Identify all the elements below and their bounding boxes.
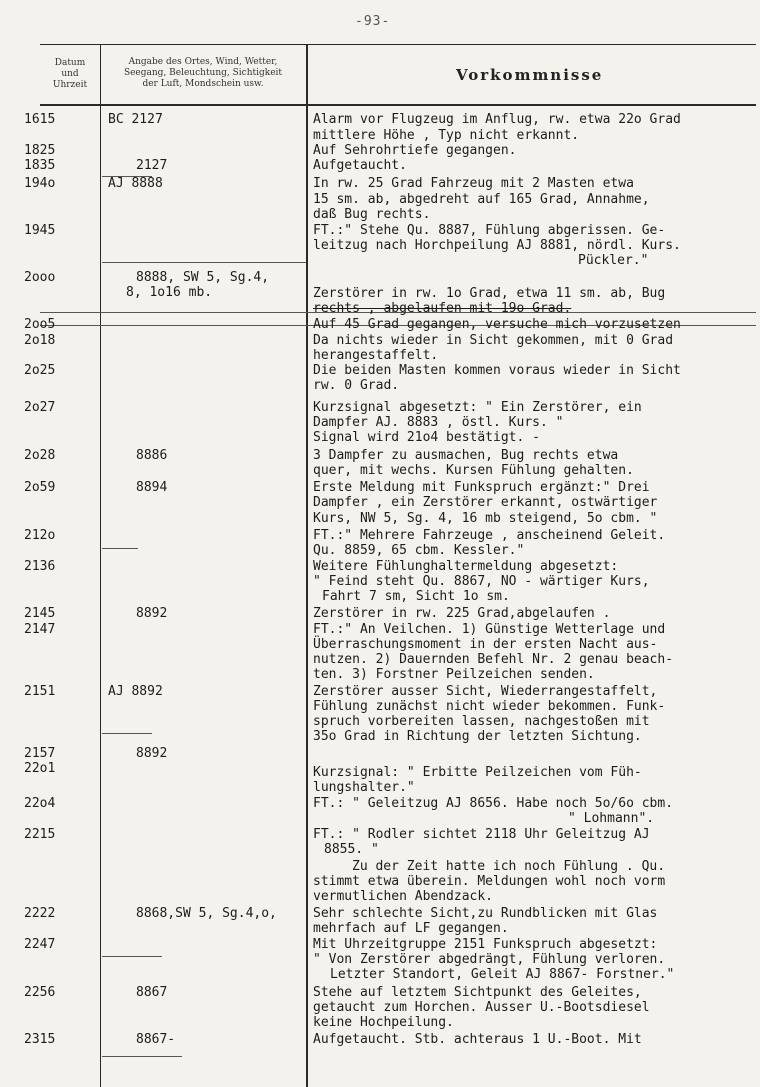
entry-text: Fahrt 7 sm, Sicht 1o sm. — [322, 589, 510, 604]
entry-position: AJ 8888 — [108, 176, 163, 191]
entry-text: " Lohmann". — [568, 811, 655, 826]
entry-time: 2o28 — [24, 448, 56, 463]
header-top-rule — [40, 44, 756, 45]
entry-time: 2215 — [24, 827, 56, 842]
entry-position: 8892 — [136, 746, 168, 761]
entry-text: Fühlung zunächst nicht wieder bekommen. Funk- — [313, 699, 666, 714]
entry-text: Überraschungsmoment in der ersten Nacht aus- — [313, 637, 658, 652]
row-separator — [102, 733, 152, 734]
entry-time: 22o4 — [24, 796, 56, 811]
entry-text: mehrfach auf LF gegangen. — [313, 921, 509, 936]
entry-text: Letzter Standort, Geleit AJ 8867- Forstner." — [330, 967, 675, 982]
entry-position: BC 2127 — [108, 112, 163, 127]
entry-text: 15 sm. ab, abgedreht auf 165 Grad, Annahme, — [313, 192, 650, 207]
entry-text: getaucht zum Horchen. Ausser U.-Bootsdiesel — [313, 1000, 650, 1015]
entry-position: 8, 1o16 mb. — [126, 285, 213, 300]
entry-time: 2136 — [24, 559, 56, 574]
entry-time: 2145 — [24, 606, 56, 621]
entry-position: 8894 — [136, 480, 168, 495]
entry-text: Die beiden Masten kommen voraus wieder in Sicht — [313, 363, 681, 378]
entry-position: AJ 8892 — [108, 684, 163, 699]
entry-text: Weitere Fühlunghaltermeldung abgesetzt: — [313, 559, 619, 574]
entry-text: Erste Meldung mit Funkspruch ergänzt:" Drei — [313, 480, 650, 495]
entry-text: Auf Sehrohrtiefe gegangen. — [313, 143, 517, 158]
entry-time: 1615 — [24, 112, 56, 127]
entry-text: " Von Zerstörer abgedrängt, Fühlung verloren. — [313, 952, 666, 967]
entry-time: 2o25 — [24, 363, 56, 378]
entry-text: Kurzsignal: " Erbitte Peilzeichen vom Füh- — [313, 765, 642, 780]
entry-text: FT.:" An Veilchen. 1) Günstige Wetterlage und — [313, 622, 666, 637]
entry-text: quer, mit wechs. Kursen Fühlung gehalten. — [313, 463, 634, 478]
entry-text: Aufgetaucht. — [313, 158, 407, 173]
entry-text: " Feind steht Qu. 8867, NO - wärtiger Kurs, — [313, 574, 650, 589]
header-position-weather — [102, 57, 304, 90]
entry-text: FT.: " Geleitzug AJ 8656. Habe noch 5o/6o cbm. — [313, 796, 674, 811]
entry-text: stimmt etwa überein. Meldungen wohl noch vorm — [313, 874, 666, 889]
entry-text: daß Bug rechts. — [313, 207, 431, 222]
entry-text: herangestaffelt. — [313, 348, 439, 363]
entry-time: 2151 — [24, 684, 56, 699]
entry-text: FT.: " Rodler sichtet 2118 Uhr Geleitzug AJ — [313, 827, 650, 842]
entry-time: 2o27 — [24, 400, 56, 415]
entry-text: Zerstörer in rw. 225 Grad,abgelaufen . — [313, 606, 611, 621]
entry-text: 3 Dampfer zu ausmachen, Bug rechts etwa — [313, 448, 619, 463]
entry-time: 2222 — [24, 906, 56, 921]
entry-position: 8867 — [136, 985, 168, 1000]
entry-time: 2256 — [24, 985, 56, 1000]
entry-text: rw. 0 Grad. — [313, 378, 400, 393]
entry-position: 2127 — [136, 158, 168, 173]
entry-time: 2247 — [24, 937, 56, 952]
entry-time: 212o — [24, 528, 56, 543]
entry-text: FT.:" Mehrere Fahrzeuge , anscheinend Geleit. — [313, 528, 666, 543]
header-bottom-rule — [40, 104, 756, 106]
header-pos-line-2: Seegang, Beleuchtung, Sichtigkeit — [123, 68, 283, 78]
entry-text: Mit Uhrzeitgruppe 2151 Funkspruch abgesetzt: — [313, 937, 658, 952]
entry-text: Stehe auf letztem Sichtpunkt des Geleites, — [313, 985, 642, 1000]
entry-text: Dampfer AJ. 8883 , östl. Kurs. " — [313, 415, 564, 430]
header-date-time — [42, 58, 98, 91]
entry-text: mittlere Höhe , Typ nicht erkannt. — [313, 128, 580, 143]
entry-text: FT.:" Stehe Qu. 8887, Fühlung abgerissen. Ge- — [313, 223, 666, 238]
entry-time: 2157 — [24, 746, 56, 761]
entry-position: 8867- — [136, 1032, 176, 1047]
entry-text: Auf 45 Grad gegangen, versuche mich vorzusetzen — [313, 317, 681, 332]
entry-position: 8888, SW 5, Sg.4, — [136, 270, 270, 285]
entry-time: 194o — [24, 176, 56, 191]
header-date-line-2: und — [61, 69, 79, 79]
entry-time: 1825 — [24, 143, 56, 158]
entry-text: Dampfer , ein Zerstörer erkannt, ostwärtiger — [313, 495, 658, 510]
entry-text: spruch vorbereiten lassen, nachgestoßen mit — [313, 714, 650, 729]
header-date-line-3: Uhrzeit — [52, 80, 88, 90]
entry-text: Qu. 8859, 65 cbm. Kessler." — [313, 543, 525, 558]
entry-time: 2147 — [24, 622, 56, 637]
entry-text: In rw. 25 Grad Fahrzeug mit 2 Masten etwa — [313, 176, 634, 191]
row-separator — [102, 262, 306, 263]
entry-text: keine Hochpeilung. — [313, 1015, 454, 1030]
entry-text: 8855. " — [324, 842, 379, 857]
header-events: Vorkommnisse — [456, 66, 604, 84]
entry-text: nutzen. 2) Dauernden Befehl Nr. 2 genau beach- — [313, 652, 674, 667]
entry-text: Pückler." — [578, 253, 649, 268]
entry-time: 2o18 — [24, 333, 56, 348]
entry-text: Alarm vor Flugzeug im Anflug, rw. etwa 22o Grad — [313, 112, 681, 127]
column-rule-1 — [100, 44, 101, 1087]
entry-text: rechts , abgelaufen mit 19o Grad. — [313, 301, 572, 316]
entry-text: Kurs, NW 5, Sg. 4, 16 mb steigend, 5o cbm. " — [313, 511, 658, 526]
entry-text: Zerstörer ausser Sicht, Wiederrangestaffelt, — [313, 684, 658, 699]
header-pos-line-1: Angabe des Ortes, Wind, Wetter, — [128, 57, 278, 67]
entry-time: 22o1 — [24, 761, 56, 776]
row-separator — [102, 548, 138, 549]
page-number: -93- — [355, 14, 391, 29]
entry-text: Kurzsignal abgesetzt: " Ein Zerstörer, ein — [313, 400, 642, 415]
entry-position: 8868,SW 5, Sg.4,o, — [136, 906, 277, 921]
entry-text: Zerstörer in rw. 1o Grad, etwa 11 sm. ab, Bug — [313, 286, 666, 301]
entry-time: 2o59 — [24, 480, 56, 495]
entry-text: 35o Grad in Richtung der letzten Sichtung. — [313, 729, 642, 744]
entry-time: 2oo5 — [24, 317, 56, 332]
entry-position: 8886 — [136, 448, 168, 463]
header-date-line-1: Datum — [54, 58, 86, 68]
entry-text: leitzug nach Horchpeilung AJ 8881, nördl. Kurs. — [313, 238, 681, 253]
entry-time: 2315 — [24, 1032, 56, 1047]
entry-text: ten. 3) Forstner Peilzeichen senden. — [313, 667, 595, 682]
entry-text: vermutlichen Abendzack. — [313, 889, 494, 904]
entry-text: lungshalter." — [313, 780, 415, 795]
entry-text: Signal wird 21o4 bestätigt. - — [313, 430, 540, 445]
entry-text: Sehr schlechte Sicht,zu Rundblicken mit Glas — [313, 906, 658, 921]
column-rule-2 — [306, 44, 308, 1087]
entry-position: 8892 — [136, 606, 168, 621]
row-separator — [102, 956, 162, 957]
entry-time: 1835 — [24, 158, 56, 173]
entry-text: Da nichts wieder in Sicht gekommen, mit 0 Grad — [313, 333, 674, 348]
row-separator — [102, 1056, 182, 1057]
entry-time: 1945 — [24, 223, 56, 238]
header-pos-line-3: der Luft, Mondschein usw. — [142, 79, 264, 89]
entry-text: Aufgetaucht. Stb. achteraus 1 U.-Boot. Mit — [313, 1032, 642, 1047]
entry-text: Zu der Zeit hatte ich noch Fühlung . Qu. — [352, 859, 666, 874]
entry-time: 2ooo — [24, 270, 56, 285]
